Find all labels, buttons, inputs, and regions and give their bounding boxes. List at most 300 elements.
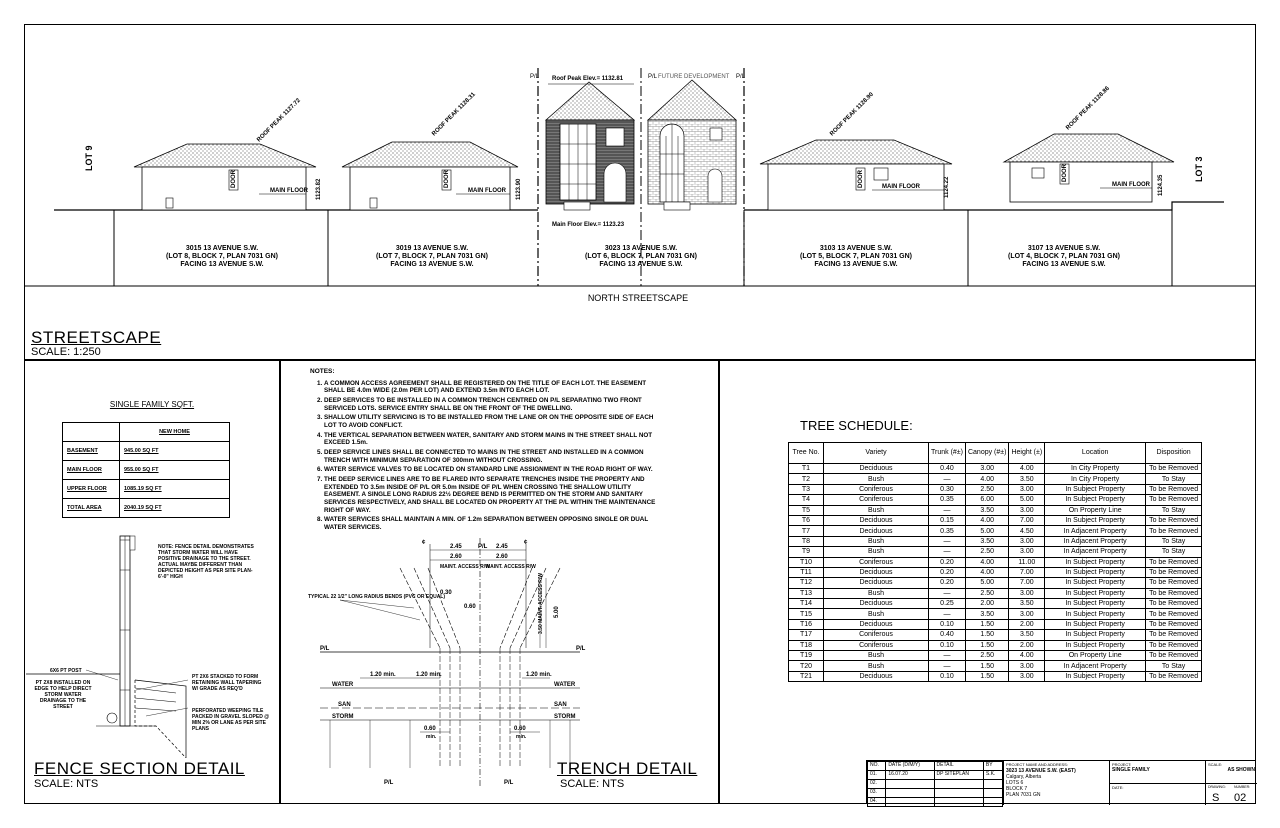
project-name: SINGLE FAMILY: [1112, 767, 1150, 773]
table-row: [63, 499, 230, 518]
sqft-label: UPPER FLOOR: [63, 480, 120, 499]
tree-schedule-title: TREE SCHEDULE:: [800, 418, 913, 433]
table-cell: —: [929, 536, 966, 546]
lot-3-label: LOT 3: [1194, 156, 1204, 182]
table-cell: T15: [789, 609, 824, 619]
trench-pl-label: P/L: [576, 646, 586, 652]
table-row: [789, 505, 1202, 515]
table-cell: Deciduous: [824, 515, 929, 525]
address-line: (LOT 6, BLOCK 7, PLAN 7031 GN): [584, 253, 698, 260]
number-label: NUMBER:: [1234, 785, 1251, 789]
table-cell: On Property Line: [1045, 505, 1146, 515]
table-cell: Coniferous: [824, 640, 929, 650]
trench-dim: 0.30: [440, 590, 452, 596]
trench-maint-label: MAINT. ACCESS R/W: [440, 564, 490, 570]
table-cell: In Adjacent Property: [1045, 526, 1146, 536]
rev-header: BY: [983, 762, 1002, 771]
table-cell: T10: [789, 557, 824, 567]
project-address-cell: [1003, 761, 1109, 805]
property-line-label: P/L: [648, 74, 658, 80]
table-cell: —: [929, 661, 966, 671]
trench-dim: 0.60: [514, 726, 526, 732]
fence-tile-label: PERFORATED WEEPING TILE PACKED IN GRAVEL SLOPED @ MIN 2% OR LANE AS PER SITE PLANS: [192, 708, 270, 732]
trench-water-label: WATER: [554, 682, 576, 688]
house-3015: [134, 97, 322, 210]
table-cell: 0.10: [929, 671, 966, 681]
table-cell: Deciduous: [824, 526, 929, 536]
trench-centreline: ¢: [524, 540, 528, 546]
table-cell: To be Removed: [1146, 640, 1202, 650]
table-cell: Bush: [824, 661, 929, 671]
table-cell: Coniferous: [824, 557, 929, 567]
table-cell: To be Removed: [1146, 651, 1202, 661]
project-plan: PLAN 7031 GN: [1006, 792, 1041, 798]
table-cell: 4.00: [965, 474, 1008, 484]
trench-dim: 1.20 min.: [416, 672, 442, 678]
rev-cell: DP SITEPLAN: [934, 771, 983, 780]
table-row: [63, 442, 230, 461]
trench-min-label: min.: [426, 734, 437, 740]
table-cell: In Subject Property: [1045, 630, 1146, 640]
fence-title: FENCE SECTION DETAIL: [34, 759, 245, 778]
main-floor-label: MAIN FLOOR: [882, 184, 920, 190]
door-label: DOOR: [1062, 164, 1068, 182]
notes-block: [310, 368, 660, 534]
table-cell: 1.50: [965, 671, 1008, 681]
table-row: [789, 515, 1202, 525]
column-header: Canopy (#±): [965, 443, 1008, 464]
date-cell: [1109, 783, 1205, 805]
table-cell: 3.00: [1009, 671, 1045, 681]
table-cell: To be Removed: [1146, 619, 1202, 629]
tree-schedule-table: [788, 442, 1202, 682]
table-row: [789, 474, 1202, 484]
table-cell: 5.00: [965, 526, 1008, 536]
table-row: [789, 640, 1202, 650]
table-cell: —: [929, 609, 966, 619]
table-cell: 0.40: [929, 630, 966, 640]
column-header: Height (±): [1009, 443, 1045, 464]
table-cell: In Subject Property: [1045, 567, 1146, 577]
table-cell: T1: [789, 464, 824, 474]
address-line: FACING 13 AVENUE S.W.: [390, 261, 474, 268]
column-header: Location: [1045, 443, 1146, 464]
table-cell: T2: [789, 474, 824, 484]
note-item: 4. THE VERTICAL SEPARATION BETWEEN WATER, SANITARY AND STORM MAINS IN THE STREET SHALL NOT EXCEED 1.5m.: [324, 432, 660, 447]
trench-pl-label: P/L: [478, 544, 488, 550]
table-row: [63, 480, 230, 499]
note-item: 7. THE DEEP SERVICE LINES ARE TO BE FLARED INTO SEPARATE TRENCHES INSIDE THE PROPERTY AND EXTENDED TO 3.5m INSIDE OF P/L OR 5.0m INSIDE OF P/L WHEN CROSSING THE SHALLOW UTILITY EASEMENT. A SINGLE LONG RADIUS 22½ DEGREE BEND IS PERMITTED ON THE STORM AND SANITARY SERVICES RESPECTIVELY, AND SHALL BE LOCATED ON PROPERTY AT THE P/L WITHIN THE MAINTENANCE RIGHT OF WAY.: [324, 476, 660, 514]
main-floor-label: MAIN FLOOR: [1112, 182, 1150, 188]
table-cell: In Subject Property: [1045, 640, 1146, 650]
house-future-development: [648, 74, 746, 210]
table-cell: In Subject Property: [1045, 484, 1146, 494]
table-cell: 4.00: [965, 515, 1008, 525]
sqft-title: SINGLE FAMILY SQFT.: [109, 400, 195, 409]
sqft-value: 2040.19 SQ FT: [120, 499, 230, 518]
trench-storm-label: STORM: [332, 714, 354, 720]
rev-cell: 04.: [868, 798, 886, 807]
table-cell: T14: [789, 599, 824, 609]
table-cell: T7: [789, 526, 824, 536]
table-cell: T4: [789, 495, 824, 505]
floor-elev-label: 1124.35: [1158, 174, 1164, 196]
table-cell: 0.20: [929, 557, 966, 567]
table-cell: 3.00: [1009, 609, 1045, 619]
project-address-label: PROJECT NAME AND ADDRESS:: [1006, 762, 1068, 767]
table-cell: In Subject Property: [1045, 515, 1146, 525]
fence-stacked-label: PT 2X6 STACKED TO FORM RETAINING WALL TAPERING W/ GRADE AS REQ'D: [192, 674, 262, 692]
table-cell: 3.50: [965, 536, 1008, 546]
future-development-label: FUTURE DEVELOPMENT: [658, 74, 730, 80]
table-cell: To be Removed: [1146, 526, 1202, 536]
table-cell: 5.00: [965, 578, 1008, 588]
table-cell: Bush: [824, 609, 929, 619]
table-cell: T6: [789, 515, 824, 525]
house-3107: [1004, 85, 1174, 202]
house-3019: [342, 91, 522, 210]
table-cell: T16: [789, 619, 824, 629]
address-line: FACING 13 AVENUE S.W.: [814, 261, 898, 268]
table-cell: 7.00: [1009, 567, 1045, 577]
floor-elev-label: 1123.82: [316, 178, 322, 200]
rev-header: NO.: [868, 762, 886, 771]
roof-peak-label: ROOF PEAK 1128.90: [829, 91, 875, 138]
date-label: DATE:: [1112, 785, 1124, 790]
address-line: 3107 13 AVENUE S.W.: [1027, 245, 1101, 252]
table-cell: On Property Line: [1045, 651, 1146, 661]
rev-cell: 01.: [868, 771, 886, 780]
table-row: [789, 526, 1202, 536]
table-cell: 11.00: [1009, 557, 1045, 567]
table-cell: 1.50: [965, 640, 1008, 650]
trench-maint-label: MAINT. ACCESS R/W: [486, 564, 536, 570]
rev-cell: S.K.: [983, 771, 1002, 780]
note-item: 2. DEEP SERVICES TO BE INSTALLED IN A COMMON TRENCH CENTRED ON P/L SEPARATING TWO FRONT SERVICED LOTS. SERVICE ENTRY SHALL BE ON THE FRONT OF THE DWELLING.: [324, 397, 660, 412]
address-line: 3103 13 AVENUE S.W.: [819, 245, 893, 252]
scale-value: AS SHOWN: [1227, 767, 1255, 773]
table-cell: 3.50: [1009, 599, 1045, 609]
trench-min-label: min.: [516, 734, 527, 740]
table-cell: To be Removed: [1146, 567, 1202, 577]
property-line-label: P/L: [736, 74, 746, 80]
table-cell: Deciduous: [824, 599, 929, 609]
sqft-value: 955.00 SQ FT: [120, 461, 230, 480]
table-cell: To Stay: [1146, 536, 1202, 546]
north-streetscape-caption: NORTH STREETSCAPE: [587, 293, 689, 303]
column-header: Trunk (#±): [929, 443, 966, 464]
title-block: [866, 760, 1256, 804]
streetscape-title: STREETSCAPE: [31, 328, 162, 347]
trench-storm-label: STORM: [554, 714, 576, 720]
table-cell: 4.50: [1009, 526, 1045, 536]
table-cell: 3.00: [1009, 661, 1045, 671]
table-cell: 3.50: [965, 609, 1008, 619]
table-cell: Bush: [824, 588, 929, 598]
table-cell: 1.50: [965, 630, 1008, 640]
trench-pl-label: P/L: [384, 780, 394, 786]
sheet-number-cell: [1205, 783, 1257, 805]
trench-dim: 2.45: [450, 544, 462, 550]
table-cell: In Subject Property: [1045, 557, 1146, 567]
table-cell: In Adjacent Property: [1045, 661, 1146, 671]
trench-dim: 0.60: [424, 726, 436, 732]
table-cell: 3.50: [1009, 630, 1045, 640]
table-cell: 7.00: [1009, 515, 1045, 525]
tree-schedule-body: [789, 464, 1202, 682]
project-label: PROJECT:: [1112, 762, 1132, 767]
table-row: [789, 671, 1202, 681]
table-cell: 4.00: [965, 557, 1008, 567]
table-cell: 4.00: [965, 567, 1008, 577]
sqft-col-header: NEW HOME: [120, 423, 230, 442]
table-cell: 0.35: [929, 526, 966, 536]
trench-pl-label: P/L: [504, 780, 514, 786]
note-item: 3. SHALLOW UTILITY SERVICING IS TO BE INSTALLED FROM THE LANE OR ON THE OPPOSITE SIDE OF EACH LOT TO AVOID CONFLICT.: [324, 414, 660, 429]
fence-post-label: 6X6 PT POST: [50, 668, 82, 674]
trench-bend-label: TYPICAL 22 1/2" LONG RADIUS BENDS (PVC OR EQUAL): [308, 594, 446, 600]
notes-heading: NOTES:: [310, 368, 335, 375]
table-cell: 0.20: [929, 567, 966, 577]
table-row: [789, 651, 1202, 661]
table-cell: 3.00: [1009, 536, 1045, 546]
table-cell: —: [929, 588, 966, 598]
roof-peak-label: ROOF PEAK 1128.31: [431, 91, 477, 138]
table-cell: To be Removed: [1146, 630, 1202, 640]
table-cell: T5: [789, 505, 824, 515]
trench-centreline: ¢: [422, 540, 426, 546]
column-header: Variety: [824, 443, 929, 464]
table-row: [789, 630, 1202, 640]
table-cell: In City Property: [1045, 464, 1146, 474]
table-row: [789, 484, 1202, 494]
main-floor-label: MAIN FLOOR: [468, 188, 506, 194]
revision-table: [867, 761, 1003, 807]
table-row: [63, 461, 230, 480]
project-block: BLOCK 7: [1006, 786, 1028, 792]
rev-cell: 03.: [868, 789, 886, 798]
table-cell: T19: [789, 651, 824, 661]
table-cell: T17: [789, 630, 824, 640]
house-3023-subject: [530, 74, 634, 228]
table-row: [789, 495, 1202, 505]
trench-dim: 2.60: [496, 554, 508, 560]
trench-dim: 5.00: [554, 606, 560, 618]
table-cell: Deciduous: [824, 464, 929, 474]
trench-dim: 2.45: [496, 544, 508, 550]
table-cell: T11: [789, 567, 824, 577]
table-row: [789, 619, 1202, 629]
address-line: 3015 13 AVENUE S.W.: [185, 245, 259, 252]
sqft-value: 945.00 SQ FT: [120, 442, 230, 461]
table-cell: To be Removed: [1146, 484, 1202, 494]
table-cell: 3.00: [1009, 547, 1045, 557]
main-floor-elev: Main Floor Elev.= 1123.23: [552, 222, 625, 228]
rev-cell: 16.07.20: [886, 771, 934, 780]
table-cell: —: [929, 505, 966, 515]
address-line: (LOT 4, BLOCK 7, PLAN 7031 GN): [1007, 253, 1121, 260]
address-line: 3019 13 AVENUE S.W.: [395, 245, 469, 252]
table-header-row: [789, 443, 1202, 464]
table-cell: Deciduous: [824, 578, 929, 588]
scale-cell: [1205, 761, 1257, 783]
rev-header: DATE (D/M/Y): [886, 762, 934, 771]
table-cell: 1.50: [965, 661, 1008, 671]
table-cell: Deciduous: [824, 619, 929, 629]
property-line-label: P/L: [530, 74, 540, 80]
sqft-label: BASEMENT: [63, 442, 120, 461]
table-cell: 0.25: [929, 599, 966, 609]
sqft-table: [62, 422, 230, 518]
floor-elev-label: 1124.22: [944, 176, 950, 198]
table-cell: To be Removed: [1146, 588, 1202, 598]
fence-scale: SCALE: NTS: [34, 778, 99, 790]
table-row: [789, 599, 1202, 609]
project-address: 3023 13 AVENUE S.W. (EAST): [1006, 768, 1076, 774]
fence-edge-label: PT 2X8 INSTALLED ON EDGE TO HELP DIRECT STORM WATER DRAINAGE TO THE STREET: [34, 680, 92, 710]
table-cell: 0.15: [929, 515, 966, 525]
table-cell: Bush: [824, 547, 929, 557]
table-cell: 3.00: [1009, 588, 1045, 598]
table-cell: 0.20: [929, 578, 966, 588]
trench-water-label: WATER: [332, 682, 354, 688]
table-cell: Coniferous: [824, 484, 929, 494]
table-cell: To be Removed: [1146, 609, 1202, 619]
table-cell: 5.00: [1009, 495, 1045, 505]
table-cell: In Subject Property: [1045, 609, 1146, 619]
table-cell: 3.00: [1009, 505, 1045, 515]
scale-label: SCALE:: [1208, 762, 1223, 767]
table-cell: —: [929, 474, 966, 484]
table-cell: In Subject Property: [1045, 495, 1146, 505]
table-cell: To Stay: [1146, 547, 1202, 557]
address-line: FACING 13 AVENUE S.W.: [1022, 261, 1106, 268]
table-cell: 3.50: [965, 505, 1008, 515]
table-row: [789, 557, 1202, 567]
table-cell: 3.00: [1009, 484, 1045, 494]
address-line: FACING 13 AVENUE S.W.: [180, 261, 264, 268]
table-cell: 0.10: [929, 619, 966, 629]
sqft-label: TOTAL AREA: [63, 499, 120, 518]
note-item: 5. DEEP SERVICE LINES SHALL BE CONNECTED TO MAINS IN THE STREET AND INSTALLED IN A COMMON TRENCH WITH MINIMUM SEPARATION OF 300mm WITHOUT CROSSING.: [324, 449, 660, 464]
table-cell: —: [929, 547, 966, 557]
panel-divider-vertical: [718, 360, 720, 804]
column-header: Disposition: [1146, 443, 1202, 464]
table-cell: Deciduous: [824, 671, 929, 681]
table-cell: —: [929, 651, 966, 661]
table-cell: 2.50: [965, 651, 1008, 661]
table-row: [789, 536, 1202, 546]
sheet-series: S: [1212, 792, 1220, 804]
address-line: (LOT 5, BLOCK 7, PLAN 7031 GN): [799, 253, 913, 260]
table-cell: 0.35: [929, 495, 966, 505]
table-cell: 7.00: [1009, 578, 1045, 588]
table-cell: Bush: [824, 474, 929, 484]
trench-detail-drawing: [300, 538, 600, 788]
table-cell: T13: [789, 588, 824, 598]
table-cell: To be Removed: [1146, 495, 1202, 505]
table-cell: 6.00: [965, 495, 1008, 505]
trench-san-label: SAN: [338, 702, 351, 708]
table-cell: 2.00: [1009, 619, 1045, 629]
roof-peak-label: ROOF PEAK 1127.72: [256, 97, 302, 144]
table-cell: T12: [789, 578, 824, 588]
table-cell: Bush: [824, 505, 929, 515]
table-cell: 4.00: [1009, 464, 1045, 474]
table-cell: Coniferous: [824, 495, 929, 505]
table-cell: T8: [789, 536, 824, 546]
table-cell: 3.00: [965, 464, 1008, 474]
table-cell: 3.50: [1009, 474, 1045, 484]
door-label: DOOR: [858, 170, 864, 188]
fence-note: NOTE: FENCE DETAIL DEMONSTRATES THAT STORM WATER WILL HAVE POSITIVE DRAINAGE TO THE STREET. ACTUAL MAYBE DIFFERENT THAN DEPICTED HEIGHT AS PER SITE PLAN- 6'-0" HIGH: [158, 544, 254, 580]
table-row: [789, 588, 1202, 598]
table-cell: In Adjacent Property: [1045, 536, 1146, 546]
trench-san-label: SAN: [554, 702, 567, 708]
table-cell: 2.00: [965, 599, 1008, 609]
table-cell: Bush: [824, 536, 929, 546]
table-cell: To Stay: [1146, 661, 1202, 671]
trench-dim: 2.60: [450, 554, 462, 560]
table-cell: Bush: [824, 651, 929, 661]
table-row: [789, 578, 1202, 588]
table-cell: T3: [789, 484, 824, 494]
streetscape-scale: SCALE: 1:250: [31, 346, 101, 358]
table-cell: In Subject Property: [1045, 578, 1146, 588]
door-label: DOOR: [444, 170, 450, 188]
trench-maint-vertical: 3.50 MAINT. ACCESS R/W: [538, 573, 544, 634]
streetscape-elevation: [24, 24, 1256, 360]
table-row: [789, 464, 1202, 474]
project-name-cell: [1109, 761, 1205, 783]
floor-elev-label: 1123.90: [516, 178, 522, 200]
column-header: Tree No.: [789, 443, 824, 464]
address-line: (LOT 8, BLOCK 7, PLAN 7031 GN): [165, 253, 279, 260]
project-lot: LOTS 6: [1006, 780, 1024, 786]
table-cell: To Stay: [1146, 474, 1202, 484]
table-cell: To be Removed: [1146, 599, 1202, 609]
table-cell: 0.30: [929, 484, 966, 494]
table-cell: 4.00: [1009, 651, 1045, 661]
table-cell: To be Removed: [1146, 671, 1202, 681]
table-cell: To be Removed: [1146, 515, 1202, 525]
table-cell: T21: [789, 671, 824, 681]
door-label: DOOR: [231, 170, 237, 188]
table-cell: To be Removed: [1146, 464, 1202, 474]
roof-peak-elev: Roof Peak Elev.= 1132.81: [552, 76, 624, 82]
table-cell: To Stay: [1146, 505, 1202, 515]
rev-header: DETAIL: [934, 762, 983, 771]
table-cell: To be Removed: [1146, 578, 1202, 588]
table-cell: Deciduous: [824, 567, 929, 577]
panel-divider-vertical: [279, 360, 281, 804]
lot-9-label: LOT 9: [84, 145, 94, 171]
trench-dim: 1.20 min.: [526, 672, 552, 678]
table-cell: 2.00: [1009, 640, 1045, 650]
project-city: Calgary, Alberta: [1006, 774, 1042, 780]
table-cell: In Subject Property: [1045, 619, 1146, 629]
main-floor-label: MAIN FLOOR: [270, 188, 308, 194]
table-cell: 1.50: [965, 619, 1008, 629]
trench-dim: 0.60: [464, 604, 476, 610]
house-3103: [760, 91, 952, 210]
sqft-label: MAIN FLOOR: [63, 461, 120, 480]
roof-peak-label: ROOF PEAK 1128.86: [1065, 85, 1111, 132]
table-cell: T20: [789, 661, 824, 671]
trench-scale: SCALE: NTS: [560, 778, 625, 790]
table-cell: In Subject Property: [1045, 588, 1146, 598]
sheet-number: 02: [1234, 792, 1247, 804]
